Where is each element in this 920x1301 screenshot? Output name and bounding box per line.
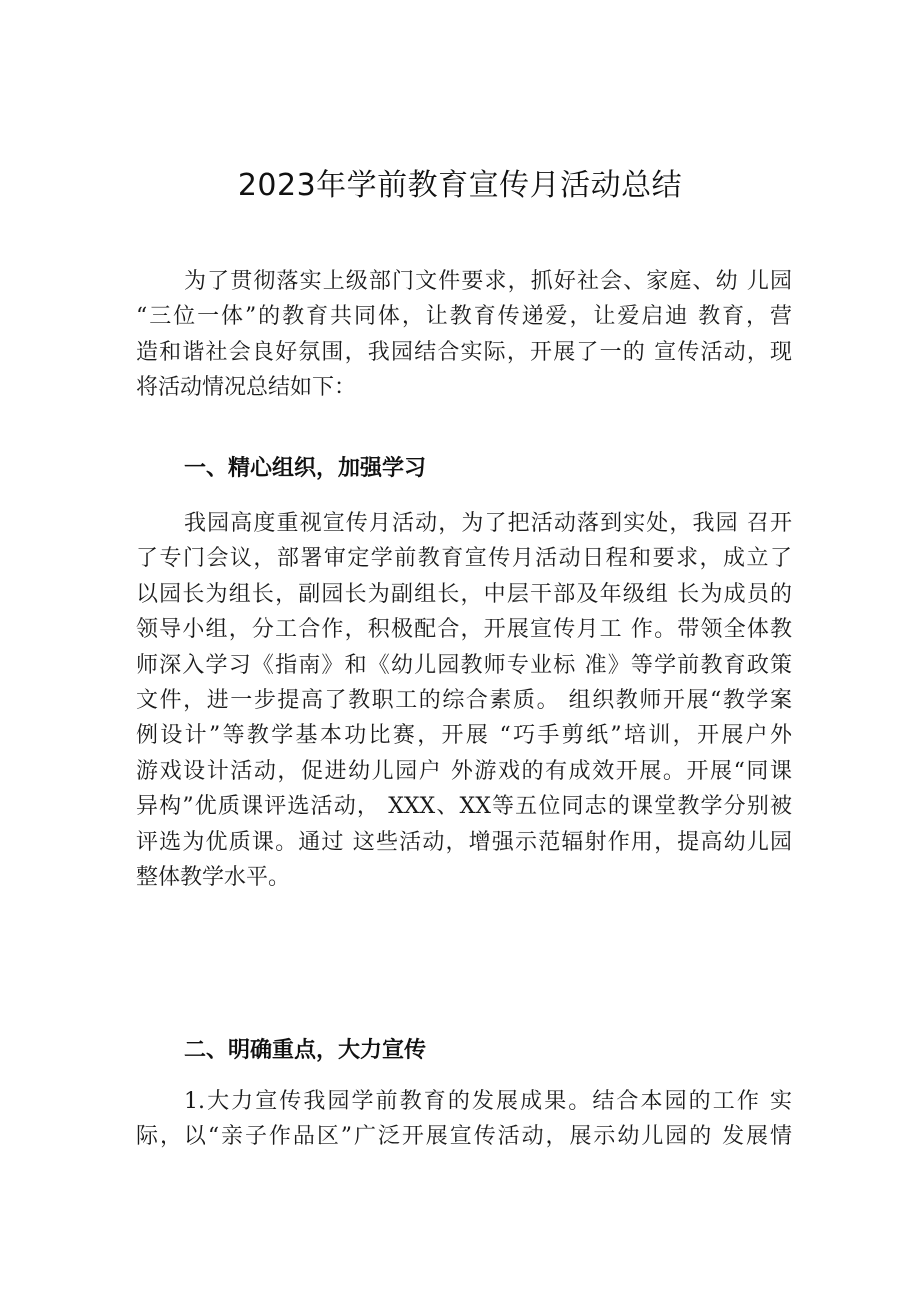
section1-paragraph bbox=[136, 506, 792, 895]
text-line: 领导小组，分工合作，积极配合，开展宣传月工 作。带领全体教 bbox=[136, 617, 792, 643]
text-line: 师深入学习《指南》和《幼儿园教师专业标 准》等学前教育政策 bbox=[136, 652, 792, 678]
text-line: 我园高度重视宣传月活动，为了把活动落到实处，我园 召开 bbox=[184, 511, 792, 536]
section2-paragraph bbox=[136, 1084, 792, 1155]
text-line: 了专门会议，部署审定学前教育宣传月活动日程和要求，成立了 bbox=[136, 546, 792, 572]
text-line: 游戏设计活动，促进幼儿园户 外游戏的有成效开展。开展“同课 bbox=[136, 758, 792, 784]
text-line: 际，以“亲子作品区”广泛开展宣传活动，展示幼儿园的 发展情 bbox=[136, 1124, 792, 1150]
text-line: 以园长为组长，副园长为副组长，中层干部及年级组 长为成员的 bbox=[136, 581, 792, 607]
document-title: 2023年学前教育宣传月活动总结 bbox=[237, 168, 683, 203]
section-heading-1: 一、精心组织，加强学习 bbox=[184, 456, 427, 481]
text-line: 异构”优质课评选活动， XXX、XX等五位同志的课堂教学分别被 bbox=[136, 794, 792, 820]
text-line: 将活动情况总结如下： bbox=[136, 375, 357, 401]
intro-paragraph bbox=[136, 264, 792, 406]
text-line: 1.大力宣传我园学前教育的发展成果。结合本园的工作 实 bbox=[184, 1089, 792, 1114]
text-line: 为了贯彻落实上级部门文件要求，抓好社会、家庭、幼 儿园 bbox=[184, 269, 792, 294]
text-line: 造和谐社会良好氛围，我园结合实际，开展了一的 宣传活动，现 bbox=[136, 339, 792, 365]
text-line: 文件，进一步提高了教职工的综合素质。 组织教师开展“教学案 bbox=[136, 687, 792, 713]
text-line: 例设计”等教学基本功比赛，开展 “巧手剪纸”培训，开展户外 bbox=[136, 723, 792, 749]
section-heading-2: 二、明确重点，大力宣传 bbox=[184, 1038, 427, 1063]
text-line: 评选为优质课。通过 这些活动，增强示范辐射作用，提高幼儿园 bbox=[136, 829, 792, 855]
text-line: “三位一体”的教育共同体，让教育传递爱，让爱启迪 教育，营 bbox=[136, 304, 792, 330]
text-line: 整体教学水平。 bbox=[136, 864, 291, 890]
